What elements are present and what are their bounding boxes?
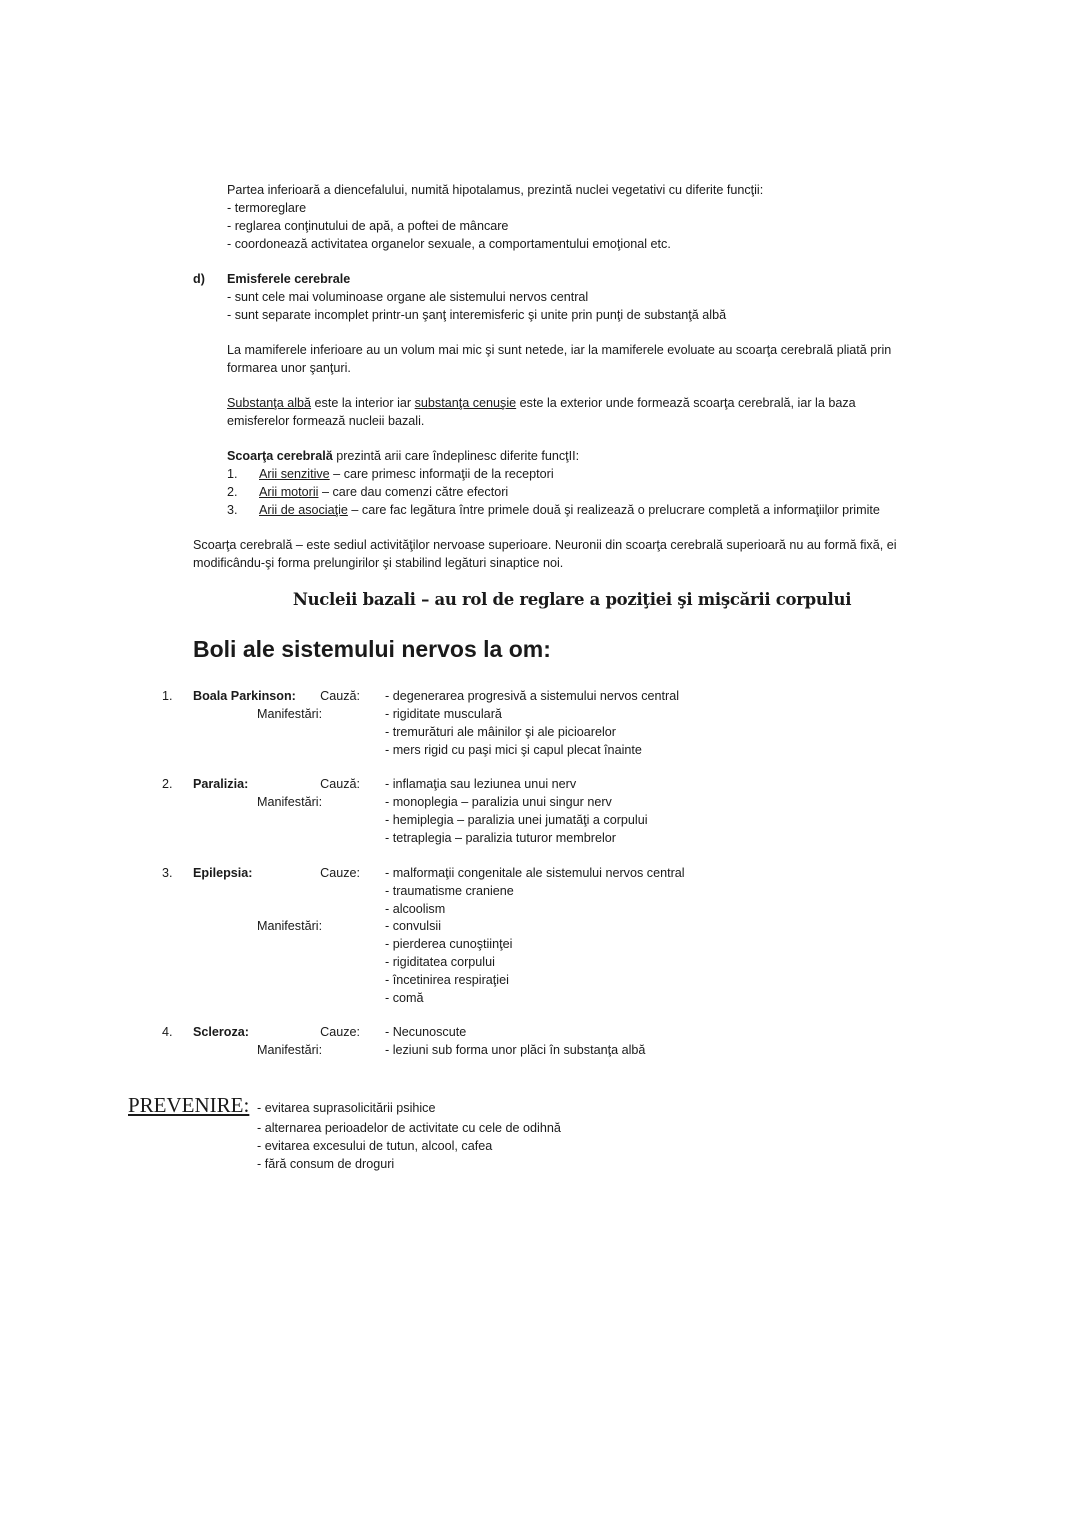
cause-item: - inflamaţia sau leziunea unui nerv [385, 777, 577, 791]
prevention-item: - evitarea suprasolicitării psihice [257, 1101, 436, 1115]
area-name: Arii motorii [259, 485, 319, 499]
hypothalamus-item: - reglarea conţinutului de apă, a poftei de mâncare [227, 219, 509, 233]
disease-number: 1. [162, 689, 173, 703]
section-heading: Emisferele cerebrale [227, 272, 351, 286]
cause-item: - Necunoscute [385, 1025, 467, 1039]
text: este la exterior unde formează scoarţa cerebrală, iar la baza [516, 396, 856, 410]
area-description: – care dau comenzi către efectori [318, 485, 509, 499]
manifestations-label: Manifestări: [257, 707, 323, 721]
cause-label: Cauze: [320, 866, 360, 880]
disease-name: Paralizia: [193, 777, 249, 791]
area-item [259, 483, 508, 501]
disease-name: Scleroza: [193, 1025, 249, 1039]
prevention-item: - evitarea excesului de tutun, alcool, cafea [257, 1139, 493, 1153]
manifestation-item: - pierderea cunoştiinţei [385, 937, 513, 951]
cause-label: Cauze: [320, 1025, 360, 1039]
text: prezintă arii care îndeplinesc diferite funcţII: [332, 449, 580, 463]
paragraph-line: Scoarţa cerebrală – este sediul activităţilor nervoase superioare. Neuronii din scoarţa cerebrală superioară nu au formă fixă, ei [193, 538, 897, 552]
cause-item: - malformaţii congenitale ale sistemului nervos central [385, 866, 685, 880]
paragraph-line: La mamiferele inferioare au un volum mai mic şi sunt netede, iar la mamiferele evoluate au scoarţa cerebrală pliată prin [227, 343, 892, 357]
manifestations-label: Manifestări: [257, 1043, 323, 1057]
term-white-matter: Substanţa albă [227, 396, 312, 410]
section-letter: d) [193, 272, 205, 286]
disease-number: 2. [162, 777, 173, 791]
area-item [259, 465, 554, 483]
manifestation-item: - încetinirea respiraţiei [385, 973, 509, 987]
manifestations-label: Manifestări: [257, 919, 323, 933]
area-number: 2. [227, 485, 238, 499]
manifestation-item: - rigiditate musculară [385, 707, 502, 721]
cause-item: - degenerarea progresivă a sistemului nervos central [385, 689, 680, 703]
disease-name: Boala Parkinson: [193, 689, 296, 703]
disease-number: 4. [162, 1025, 173, 1039]
area-number: 1. [227, 467, 238, 481]
cause-label: Cauză: [320, 777, 360, 791]
text: este la interior iar [311, 396, 415, 410]
disease-name: Epilepsia: [193, 866, 253, 880]
cause-label: Cauză: [320, 689, 360, 703]
hypothalamus-item: - termoreglare [227, 201, 307, 215]
area-description: – care primesc informaţii de la receptori [329, 467, 554, 481]
manifestation-item: - monoplegia – paralizia unui singur nerv [385, 795, 612, 809]
diseases-heading: Boli ale sistemului nervos la om: [193, 636, 551, 662]
cortex-term: Scoarţa cerebrală [227, 449, 333, 463]
manifestation-item: - tremurături ale mâinilor şi ale picioarelor [385, 725, 616, 739]
area-number: 3. [227, 503, 238, 517]
manifestation-item: - hemiplegia – paralizia unei jumatăţi a corpului [385, 813, 648, 827]
cause-item: - traumatisme craniene [385, 884, 514, 898]
prevention-item: - alternarea perioadelor de activitate cu cele de odihnă [257, 1121, 561, 1135]
section-item: - sunt separate incomplet printr-un şanţ interemisferic şi unite prin punţi de substanţă albă [227, 308, 727, 322]
hypothalamus-intro: Partea inferioară a diencefalului, numită hipotalamus, prezintă nuclei vegetativi cu diferite funcţii: [227, 183, 764, 197]
basal-nuclei-title: Nucleii bazali – au rol de reglare a poziţiei şi mişcării corpului [292, 590, 852, 609]
manifestation-item: - comă [385, 991, 424, 1005]
paragraph-line [227, 394, 856, 412]
term-grey-matter: substanţa cenuşie [414, 396, 517, 410]
prevention-label: PREVENIRE: [128, 1093, 250, 1117]
disease-number: 3. [162, 866, 173, 880]
area-name: Arii de asociaţie [259, 503, 348, 517]
paragraph-line: modificându-şi forma prelungirilor şi stabilind legături sinaptice noi. [193, 556, 564, 570]
cause-item: - alcoolism [385, 902, 446, 916]
hypothalamus-item: - coordonează activitatea organelor sexuale, a comportamentului emoţional etc. [227, 237, 671, 251]
manifestation-item: - tetraplegia – paralizia tuturor membrelor [385, 831, 616, 845]
cortex-intro [227, 447, 579, 465]
manifestations-label: Manifestări: [257, 795, 323, 809]
area-description: – care fac legătura între primele două şi realizează o prelucrare completă a informaţiilor primite [347, 503, 880, 517]
manifestation-item: - mers rigid cu paşi mici şi capul plecat înainte [385, 743, 642, 757]
section-item: - sunt cele mai voluminoase organe ale sistemului nervos central [227, 290, 589, 304]
paragraph-line: emisferelor formează nucleii bazali. [227, 414, 425, 428]
prevention-item: - fără consum de droguri [257, 1157, 395, 1171]
manifestation-item: - rigiditatea corpului [385, 955, 495, 969]
paragraph-line: formarea unor şanţuri. [227, 361, 351, 375]
area-name: Arii senzitive [259, 467, 330, 481]
manifestation-item: - convulsii [385, 919, 441, 933]
manifestation-item: - leziuni sub forma unor plăci în substanţa albă [385, 1043, 646, 1057]
area-item [259, 501, 880, 519]
